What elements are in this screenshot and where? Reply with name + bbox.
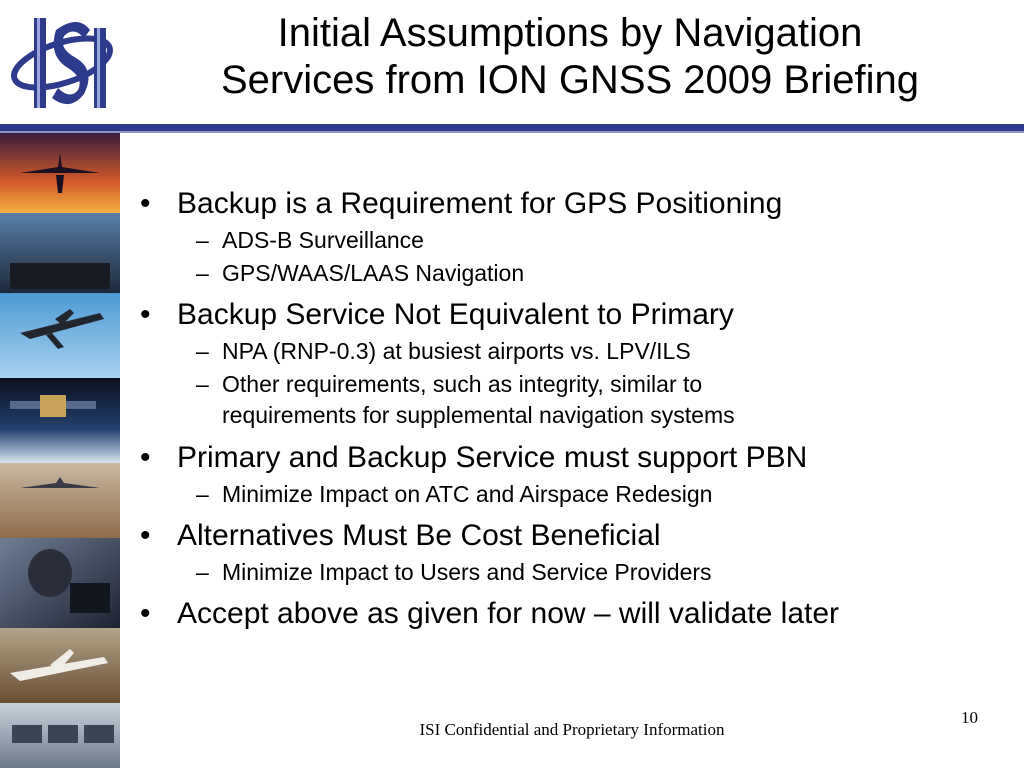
isi-logo-graphic: [4, 8, 116, 118]
bullet-item: • Alternatives Must Be Cost Beneficial: [140, 518, 1000, 554]
slide-title-line-2: Services from ION GNSS 2009 Briefing: [220, 58, 920, 102]
slide-title-line-1: Initial Assumptions by Navigation: [277, 11, 863, 55]
bullet-item: • Backup is a Requirement for GPS Positioning: [140, 186, 1000, 222]
title-divider: [0, 124, 1024, 131]
isi-logo: [4, 8, 116, 118]
sub-bullet-item: – ADS-B Surveillance: [140, 225, 1000, 255]
slide-title: [140, 10, 1000, 104]
sub-bullet-item: – Minimize Impact on ATC and Airspace Redesign: [140, 479, 1000, 509]
sub-bullet-item: – GPS/WAAS/LAAS Navigation: [140, 258, 1000, 288]
photo-strip-graphic: [0, 133, 120, 768]
page-number: 10: [961, 708, 978, 727]
title-divider-light: [0, 131, 1024, 133]
photo-strip: [0, 133, 120, 768]
sub-bullet-item: – Minimize Impact to Users and Service Providers: [140, 557, 1000, 587]
sub-bullet-item: – NPA (RNP-0.3) at busiest airports vs. LPV/ILS: [140, 336, 1000, 366]
bullet-item: • Backup Service Not Equivalent to Primary: [140, 297, 1000, 333]
slide-content: [140, 180, 1000, 632]
bullet-item: • Primary and Backup Service must support PBN: [140, 440, 1000, 476]
bullet-item: • Accept above as given for now – will validate later: [140, 596, 1000, 632]
footer-confidential: ISI Confidential and Proprietary Information: [419, 720, 725, 739]
sub-bullet-item: – Other requirements, such as integrity, similar to requirements for supplemental navigation systems: [140, 369, 842, 431]
